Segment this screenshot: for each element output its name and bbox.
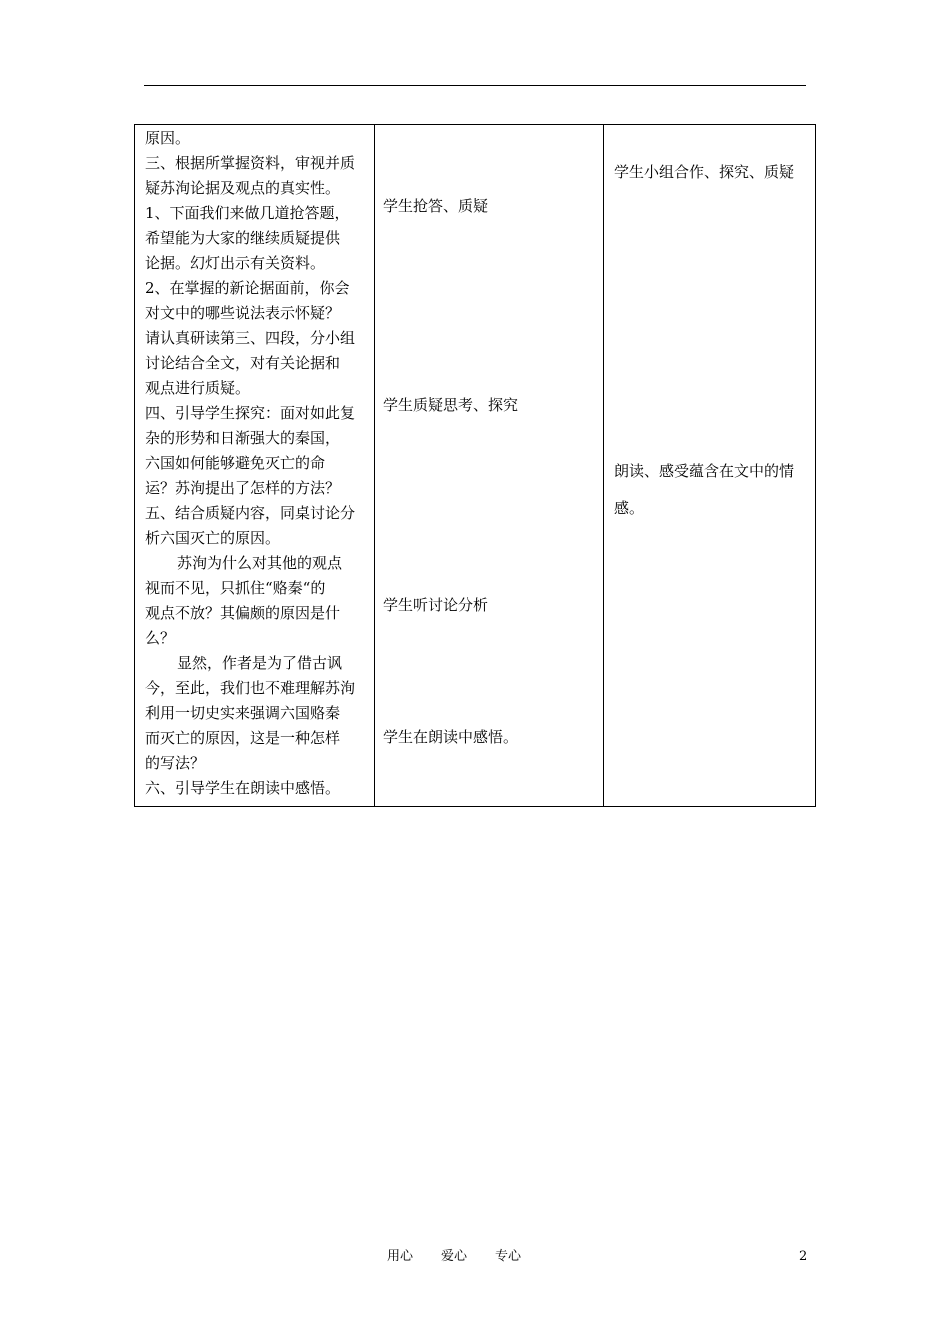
teacher-activity-line: 疑苏洵论据及观点的真实性。 [145,179,341,197]
teacher-activity-line: 六、引导学生在朗读中感悟。 [145,779,341,797]
teacher-activity-line: 五、结合质疑内容，同桌讨论分 [145,504,356,522]
teacher-activity-line: 析六国灭亡的原因。 [145,529,281,547]
teacher-activity-line: 视而不见，只抓住“赂秦“的 [145,579,326,597]
student-activity-cell [374,125,603,806]
teacher-activity-line: 讨论结合全文，对有关论据和 [145,354,341,372]
teacher-activity-line: 原因。 [145,129,191,147]
design-intent-line: 学生小组合作、探究、质疑 [614,163,795,181]
teacher-activity-line: 杂的形势和日渐强大的秦国， [145,429,341,447]
lesson-plan-table [134,124,816,807]
teacher-activity-line: 今，至此，我们也不难理解苏洵 [145,679,356,697]
page-number: 2 [799,1249,808,1264]
teacher-activity-line: 运？苏洵提出了怎样的方法？ [145,479,341,497]
design-intent-cell [603,125,815,806]
footer-motto [387,1249,521,1265]
design-intent-line: 感。 [614,499,645,517]
design-intent-line: 朗读、感受蕴含在文中的情 [614,462,795,480]
teacher-activity-line: 利用一切史实来强调六国赂秦 [145,704,341,722]
student-activity-line: 学生抢答、质疑 [383,197,489,215]
teacher-activity-line: 2、在掌握的新论据面前，你会 [145,279,350,297]
footer-motto-3: 专心 [495,1249,522,1264]
footer-motto-2: 爱心 [441,1249,468,1264]
teacher-activity-line: 论据。幻灯出示有关资料。 [145,254,326,272]
teacher-activity-line: 的写法？ [145,754,206,772]
teacher-activity-line: 1、下面我们来做几道抢答题， [145,204,350,222]
teacher-activity-cell [135,125,374,806]
teacher-activity-line: 观点不放？其偏颇的原因是什 [145,604,341,622]
teacher-activity-line: 请认真研读第三、四段，分小组 [145,329,356,347]
teacher-activity-line: 三、根据所掌握资料，审视并质 [145,154,356,172]
teacher-activity-line: 观点进行质疑。 [145,379,251,397]
teacher-activity-line: 么？ [145,629,176,647]
footer-motto-1: 用心 [387,1249,414,1264]
teacher-activity-line: 而灭亡的原因，这是一种怎样 [145,729,341,747]
teacher-activity-line: 希望能为大家的继续质疑提供 [145,229,341,247]
teacher-activity-line: 显然，作者是为了借古讽 [177,654,343,672]
header-rule [144,85,806,86]
teacher-activity-line: 对文中的哪些说法表示怀疑？ [145,304,341,322]
teacher-activity-line: 四、引导学生探究：面对如此复 [145,404,356,422]
student-activity-line: 学生听讨论分析 [383,596,489,614]
teacher-activity-line: 苏洵为什么对其他的观点 [177,554,343,572]
student-activity-line: 学生在朗读中感悟。 [383,728,519,746]
teacher-activity-line: 六国如何能够避免灭亡的命 [145,454,326,472]
student-activity-line: 学生质疑思考、探究 [383,396,519,414]
